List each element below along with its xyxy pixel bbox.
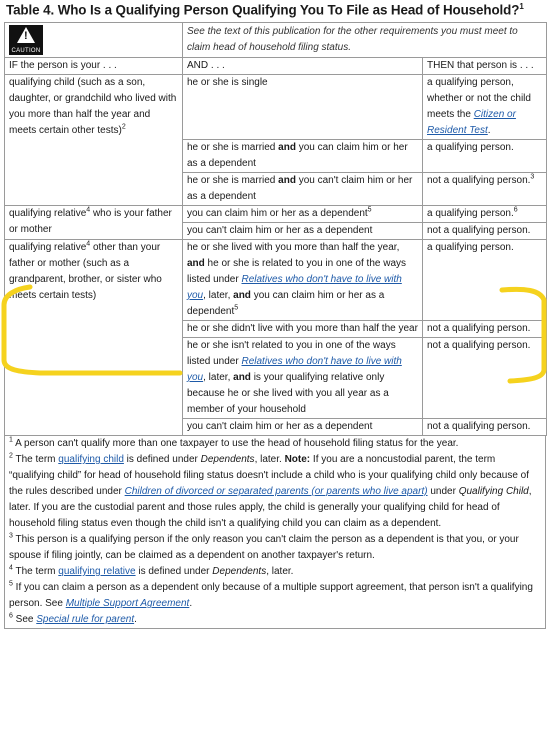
multiple-support-agreement-link[interactable]: Multiple Support Agreement	[65, 598, 190, 609]
footnote-6: $^6$ See Special rule for parent.	[9, 612, 137, 625]
footnotes	[4, 436, 546, 629]
footnote-3: $^3$ This person is a qualifying person if the only reason you can't claim the person as a dependent is that you, or your spouse if filing jointly, can be claimed as a dependent on another taxpayer's return.	[9, 532, 519, 561]
then-cell: not a qualifying person.	[423, 321, 547, 338]
then-cell: a qualifying person, whether or not the child meets the Citizen or Resident Test.	[423, 75, 547, 140]
then-cell: a qualifying person.	[423, 240, 547, 321]
then-cell: a qualifying person.$^6$	[423, 206, 547, 223]
and-cell: you can't claim him or her as a dependent	[183, 419, 423, 436]
divorced-parents-link[interactable]: Children of divorced or separated parents (or parents who live apart)	[124, 486, 428, 497]
and-cell: he or she isn't related to you in one of the ways listed under Relatives who don't have to live with you, later, and is your qualifying relative only because he or she lived with you all year as a member of your household	[183, 338, 423, 419]
footnote-4: $^4$ The term qualifying relative is defined under Dependents, later.	[9, 564, 294, 577]
special-rule-parent-link[interactable]: Special rule for parent	[36, 614, 135, 625]
then-cell: not a qualifying person.	[423, 338, 547, 419]
qualifying-relative-link[interactable]: qualifying relative	[58, 566, 136, 577]
and-cell: he or she is single	[183, 75, 423, 140]
if-qualifying-child: qualifying child (such as a son, daughter, or grandchild who lived with you more than half the year and meets certain other tests)$^2$	[5, 75, 183, 206]
then-cell: not a qualifying person.	[423, 419, 547, 436]
table-title: Table 4. Who Is a Qualifying Person Qualifying You To File as Head of Household?$^1$	[6, 2, 524, 18]
qualifying-child-link[interactable]: qualifying child	[58, 454, 124, 465]
then-cell: a qualifying person.	[423, 140, 547, 173]
relatives-link[interactable]: Relatives who don't have to live with you	[187, 356, 402, 383]
qualifying-person-table	[4, 22, 547, 436]
table-row	[5, 240, 547, 321]
footnote-2: $^2$ The term qualifying child is defined under Dependents, later. Note: If you are a noncustodial parent, the term “qualifying child” for head of household filing status doesn't include a child who is your qualifying child only because of the rules described under Children of divorced or separated parents (or parents who live apart) under Qualifying Child, later. If you are the custodial parent and those rules apply, the child is generally your qualifying child for head of household filing status even though the child isn't a qualifying child you can claim as a dependent.	[9, 452, 532, 529]
citizen-resident-test-link[interactable]: Citizen or Resident Test	[427, 109, 516, 136]
and-cell: he or she is married and you can't claim him or her as a dependent	[183, 173, 423, 206]
caution-row	[5, 23, 547, 58]
and-cell: you can claim him or her as a dependent$^5$	[183, 206, 423, 223]
if-qualifying-relative-other: qualifying relative$^4$ other than your father or mother (such as a grandparent, brother, or sister who meets certain tests)	[5, 240, 183, 436]
footnote-5: $^5$ If you can claim a person as a dependent only because of a multiple support agreement, that person isn't a qualifying person. See Multiple Support Agreement.	[9, 580, 533, 609]
caution-icon: ! CAUTION	[9, 25, 43, 55]
and-cell: he or she is married and you can claim him or her as a dependent	[183, 140, 423, 173]
header-row	[5, 58, 547, 75]
footnote-1: $^1$ A person can't qualify more than one taxpayer to use the head of household filing status for the year.	[9, 436, 459, 449]
if-qualifying-relative-parent: qualifying relative$^4$ who is your father or mother	[5, 206, 183, 240]
caution-icon-cell	[5, 23, 183, 58]
header-then: THEN that person is . . .	[423, 58, 547, 75]
and-cell: he or she lived with you more than half the year, and he or she is related to you in one of the ways listed under Relatives who don't have to live with you, later, and you can claim him or her as a dependent$^5$	[183, 240, 423, 321]
then-cell: not a qualifying person.	[423, 223, 547, 240]
then-cell: not a qualifying person.$^3$	[423, 173, 547, 206]
header-if: IF the person is your . . .	[5, 58, 183, 75]
caution-note: See the text of this publication for the other requirements you must meet to claim head of household filing status.	[183, 23, 547, 58]
table-row	[5, 206, 547, 223]
header-and: AND . . .	[183, 58, 423, 75]
and-cell: you can't claim him or her as a dependent	[183, 223, 423, 240]
relatives-link[interactable]: Relatives who don't have to live with you	[187, 274, 402, 301]
qualifying-person-table-wrapper	[4, 22, 546, 629]
table-row	[5, 75, 547, 140]
and-cell: he or she didn't live with you more than half the year	[183, 321, 423, 338]
